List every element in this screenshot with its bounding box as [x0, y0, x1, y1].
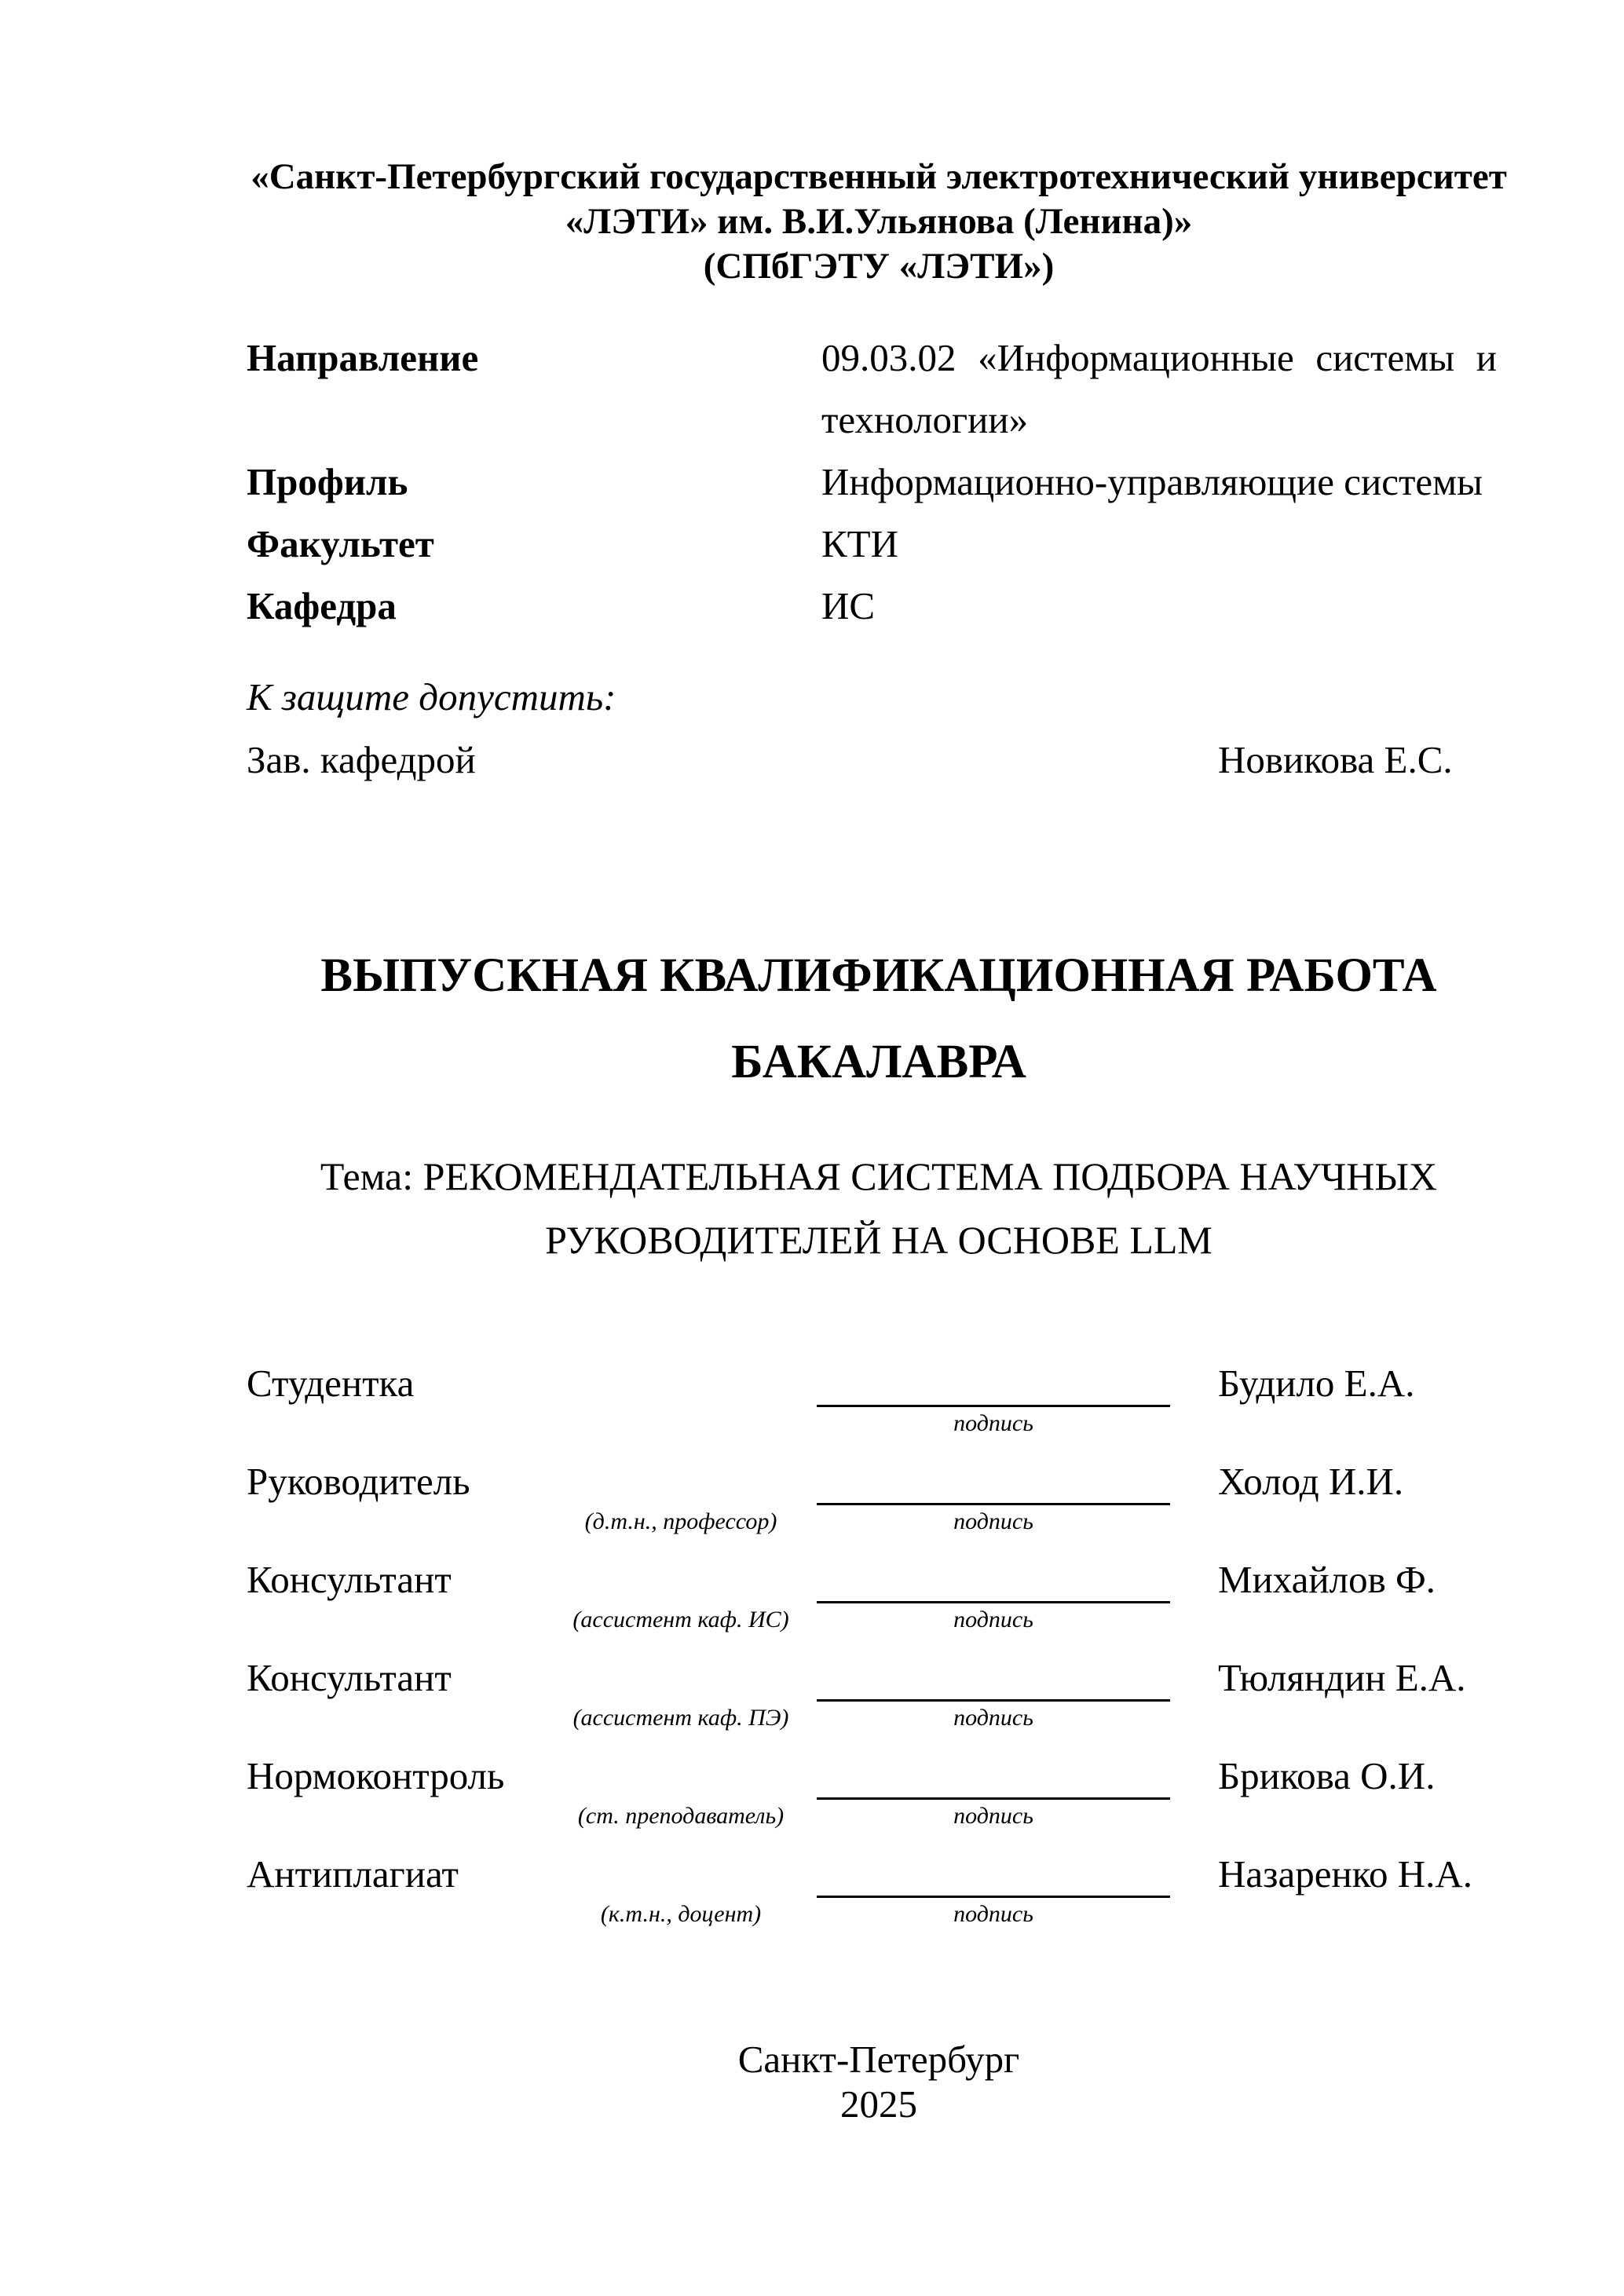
signature-caption: подпись: [953, 1508, 1033, 1534]
signature-caption: подпись: [953, 1607, 1033, 1632]
university-header-line-3: (СПбГЭТУ «ЛЭТИ»): [703, 246, 1055, 287]
field-label: Направление: [247, 336, 479, 379]
signature-qualification: (ассистент каф. ИС): [572, 1607, 789, 1632]
signature-section: [247, 1362, 1511, 1951]
university-header-line-1: «Санкт-Петербургский государственный электротехнический университет: [251, 156, 1507, 197]
signature-line: [817, 1656, 1170, 1702]
thesis-title-line-1: ВЫПУСКНАЯ КВАЛИФИКАЦИОННАЯ РАБОТА: [320, 949, 1437, 1002]
signature-line: [817, 1362, 1170, 1407]
field-row-faculty: [247, 513, 1497, 575]
thesis-topic-line-1: Тема: РЕКОМЕНДАТЕЛЬНАЯ СИСТЕМА ПОДБОРА НАУЧНЫХ: [320, 1154, 1438, 1198]
signature-name: Холод И.И.: [1218, 1460, 1404, 1503]
department-head-role: Зав. кафедрой: [247, 738, 476, 781]
signature-role: Студентка: [247, 1362, 415, 1405]
field-label: Кафедра: [247, 584, 397, 627]
signature-qualification: (ст. преподаватель): [577, 1803, 785, 1829]
thesis-title: [247, 933, 1511, 1106]
program-fields: [247, 327, 1497, 637]
field-row-direction: [247, 327, 1497, 451]
field-row-profile: [247, 451, 1497, 513]
signature-line: [817, 1754, 1170, 1800]
thesis-title-line-2: БАКАЛАВРА: [731, 1036, 1026, 1088]
university-header-line-2: «ЛЭТИ» им. В.И.Ульянова (Ленина)»: [565, 201, 1193, 242]
signature-row-consultant-2: [247, 1656, 1511, 1754]
signature-name: Михайлов Ф.: [1218, 1558, 1436, 1601]
footer-year: 2025: [840, 2082, 917, 2126]
signature-qualification: (ассистент каф. ПЭ): [572, 1705, 789, 1731]
signature-row-student: [247, 1362, 1511, 1460]
signature-role: Консультант: [247, 1656, 452, 1699]
signature-role: Консультант: [247, 1558, 452, 1601]
footer-city: Санкт-Петербург: [737, 2038, 1020, 2081]
thesis-topic-line-2: РУКОВОДИТЕЛЕЙ НА ОСНОВЕ LLM: [545, 1218, 1213, 1262]
department-head-name: Новикова Е.С.: [1218, 738, 1453, 781]
signature-line: [817, 1852, 1170, 1898]
field-value: 09.03.02 «Информационные системы и технологии»: [821, 336, 1497, 441]
department-head-row: [247, 738, 1511, 782]
signature-row-antiplagiarism: [247, 1852, 1511, 1951]
field-value: ИС: [821, 584, 876, 627]
signature-row-normcontrol: [247, 1754, 1511, 1852]
admission-note: К защите допустить:: [247, 675, 616, 718]
field-label: Факультет: [247, 522, 434, 565]
signature-line: [817, 1460, 1170, 1505]
signature-caption: подпись: [953, 1410, 1033, 1436]
signature-line: [817, 1558, 1170, 1603]
page-footer: [247, 2037, 1511, 2126]
signature-caption: подпись: [953, 1803, 1033, 1829]
signature-name: Будило Е.А.: [1218, 1362, 1415, 1405]
signature-caption: подпись: [953, 1901, 1033, 1927]
signature-role: Руководитель: [247, 1460, 470, 1503]
field-value: КТИ: [821, 522, 898, 565]
signature-row-consultant-1: [247, 1558, 1511, 1656]
signature-name: Назаренко Н.А.: [1218, 1852, 1473, 1896]
signature-qualification: (к.т.н., доцент): [600, 1901, 762, 1927]
field-value: Информационно-управляющие системы: [821, 460, 1483, 503]
signature-role: Нормоконтроль: [247, 1754, 505, 1797]
signature-role: Антиплагиат: [247, 1852, 459, 1896]
thesis-topic: [247, 1145, 1511, 1272]
signature-name: Брикова О.И.: [1218, 1754, 1436, 1797]
field-row-department: [247, 575, 1497, 637]
field-label: Профиль: [247, 460, 408, 503]
university-header: [247, 155, 1511, 289]
signature-row-supervisor: [247, 1460, 1511, 1558]
signature-qualification: (д.т.н., профессор): [584, 1508, 777, 1534]
signature-name: Тюляндин Е.А.: [1218, 1656, 1466, 1699]
signature-caption: подпись: [953, 1705, 1033, 1731]
